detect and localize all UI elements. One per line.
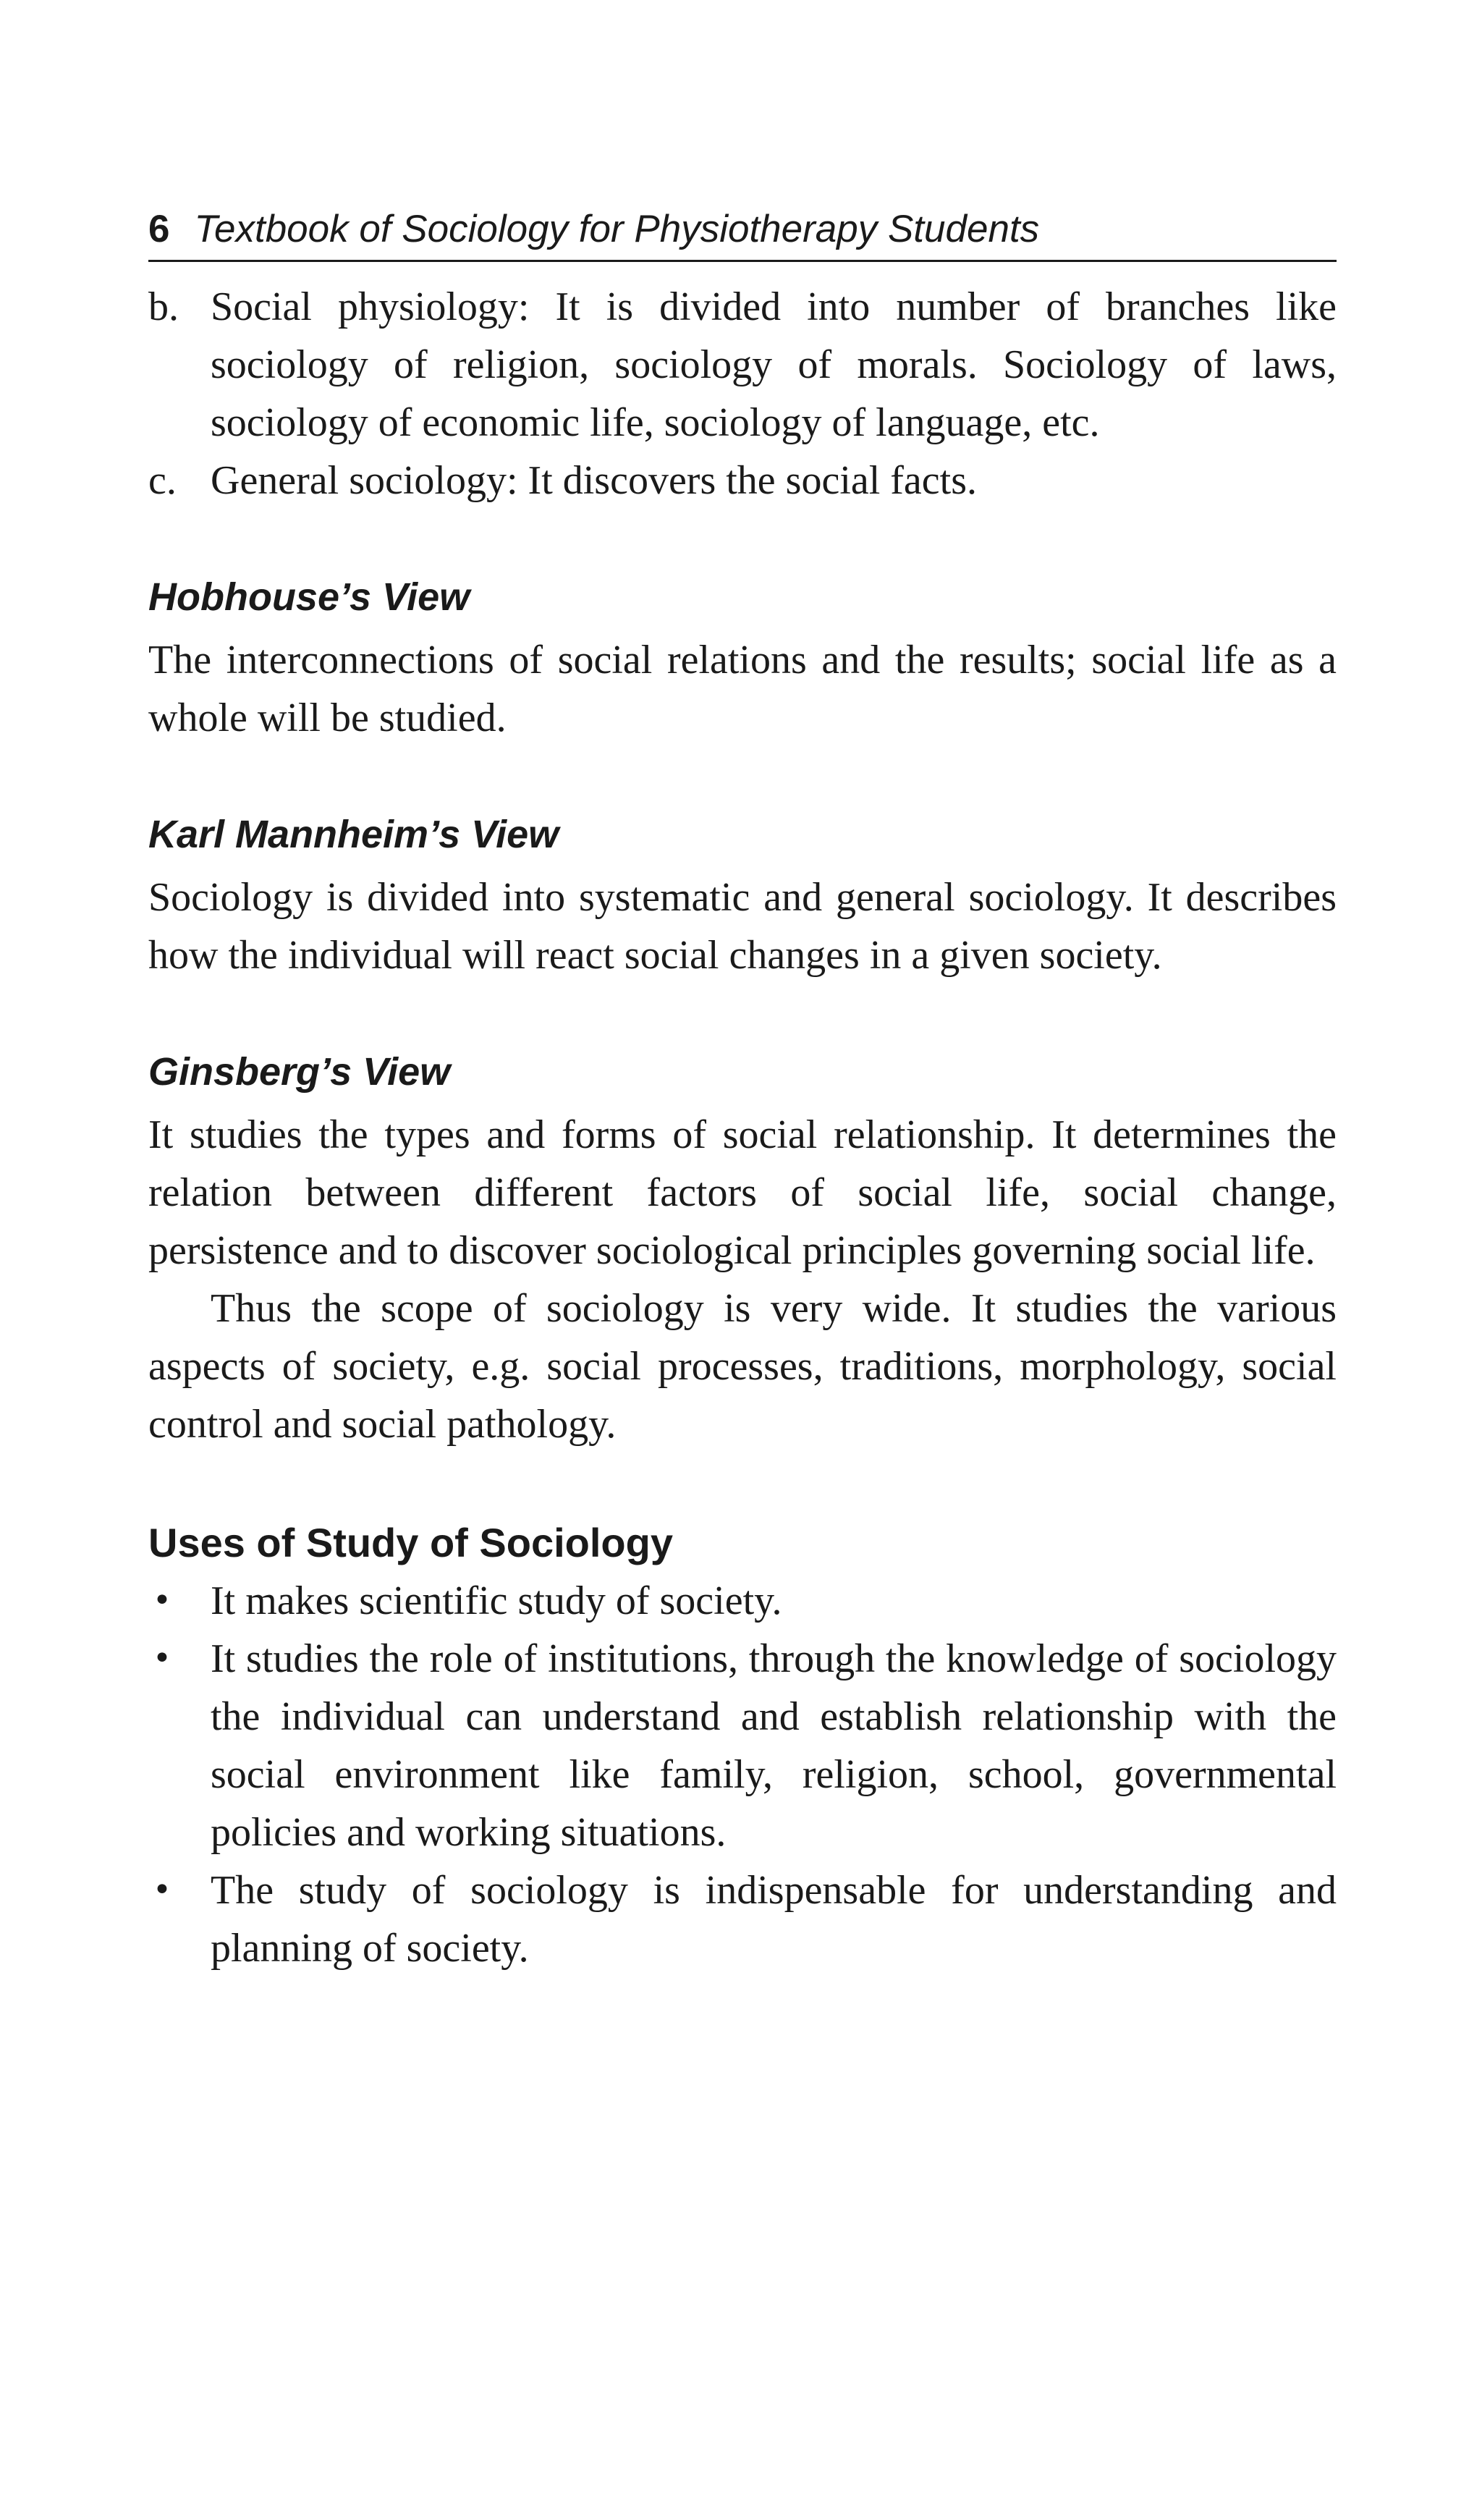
uses-section-heading: Uses of Study of Sociology	[148, 1520, 673, 1565]
bullet-icon: •	[153, 1582, 172, 1619]
uses-list	[148, 1572, 1337, 1977]
book-title: Textbook of Sociology for Physiotherapy Students	[194, 208, 1040, 250]
mannheim-heading: Karl Mannheim’s View	[148, 813, 559, 856]
mannheim-paragraph: Sociology is divided into systematic and general sociology. It describes how the individual will react social changes in a given society.	[148, 875, 1337, 978]
hobhouse-paragraph: The interconnections of social relations and the results; social life as a whole will be studied.	[148, 638, 1337, 740]
list-item-text: It makes scientific study of society.	[211, 1578, 782, 1623]
hobhouse-heading: Hobhouse’s View	[148, 575, 470, 619]
list-item	[148, 452, 1337, 510]
list-item	[148, 278, 1337, 452]
bullet-icon: •	[153, 1872, 172, 1908]
bullet-icon: •	[153, 1640, 172, 1677]
list-item	[148, 1630, 1337, 1861]
page-number: 6	[148, 208, 170, 250]
ginsberg-heading: Ginsberg’s View	[148, 1050, 451, 1094]
list-marker: c.	[148, 458, 177, 503]
list-item	[148, 1572, 1337, 1630]
book-page	[148, 210, 1337, 1977]
list-item-text: Social physiology: It is divided into number of branches like sociology of religion, sociology of morals. Sociology of laws, sociology of economic life, sociology of language, etc.	[211, 284, 1337, 445]
list-item-text: General sociology: It discovers the social facts.	[211, 458, 977, 503]
list-item	[148, 1861, 1337, 1977]
list-item-text: It studies the role of institutions, through the knowledge of sociology the individual can understand and establish relationship with the social environment like family, religion, school, governmental policies and working situations.	[211, 1636, 1337, 1855]
ginsberg-paragraph: It studies the types and forms of social relationship. It determines the relation between different factors of social life, social change, persistence and to discover sociological principles governing social life.	[148, 1112, 1337, 1273]
scope-conclusion-paragraph: Thus the scope of sociology is very wide. It studies the various aspects of society, e.g. social processes, traditions, morphology, social control and social pathology.	[148, 1286, 1337, 1447]
sociology-branches-list	[148, 278, 1337, 510]
list-marker: b.	[148, 284, 179, 329]
running-head	[148, 210, 1337, 262]
list-item-text: The study of sociology is indispensable for understanding and planning of society.	[211, 1868, 1337, 1971]
